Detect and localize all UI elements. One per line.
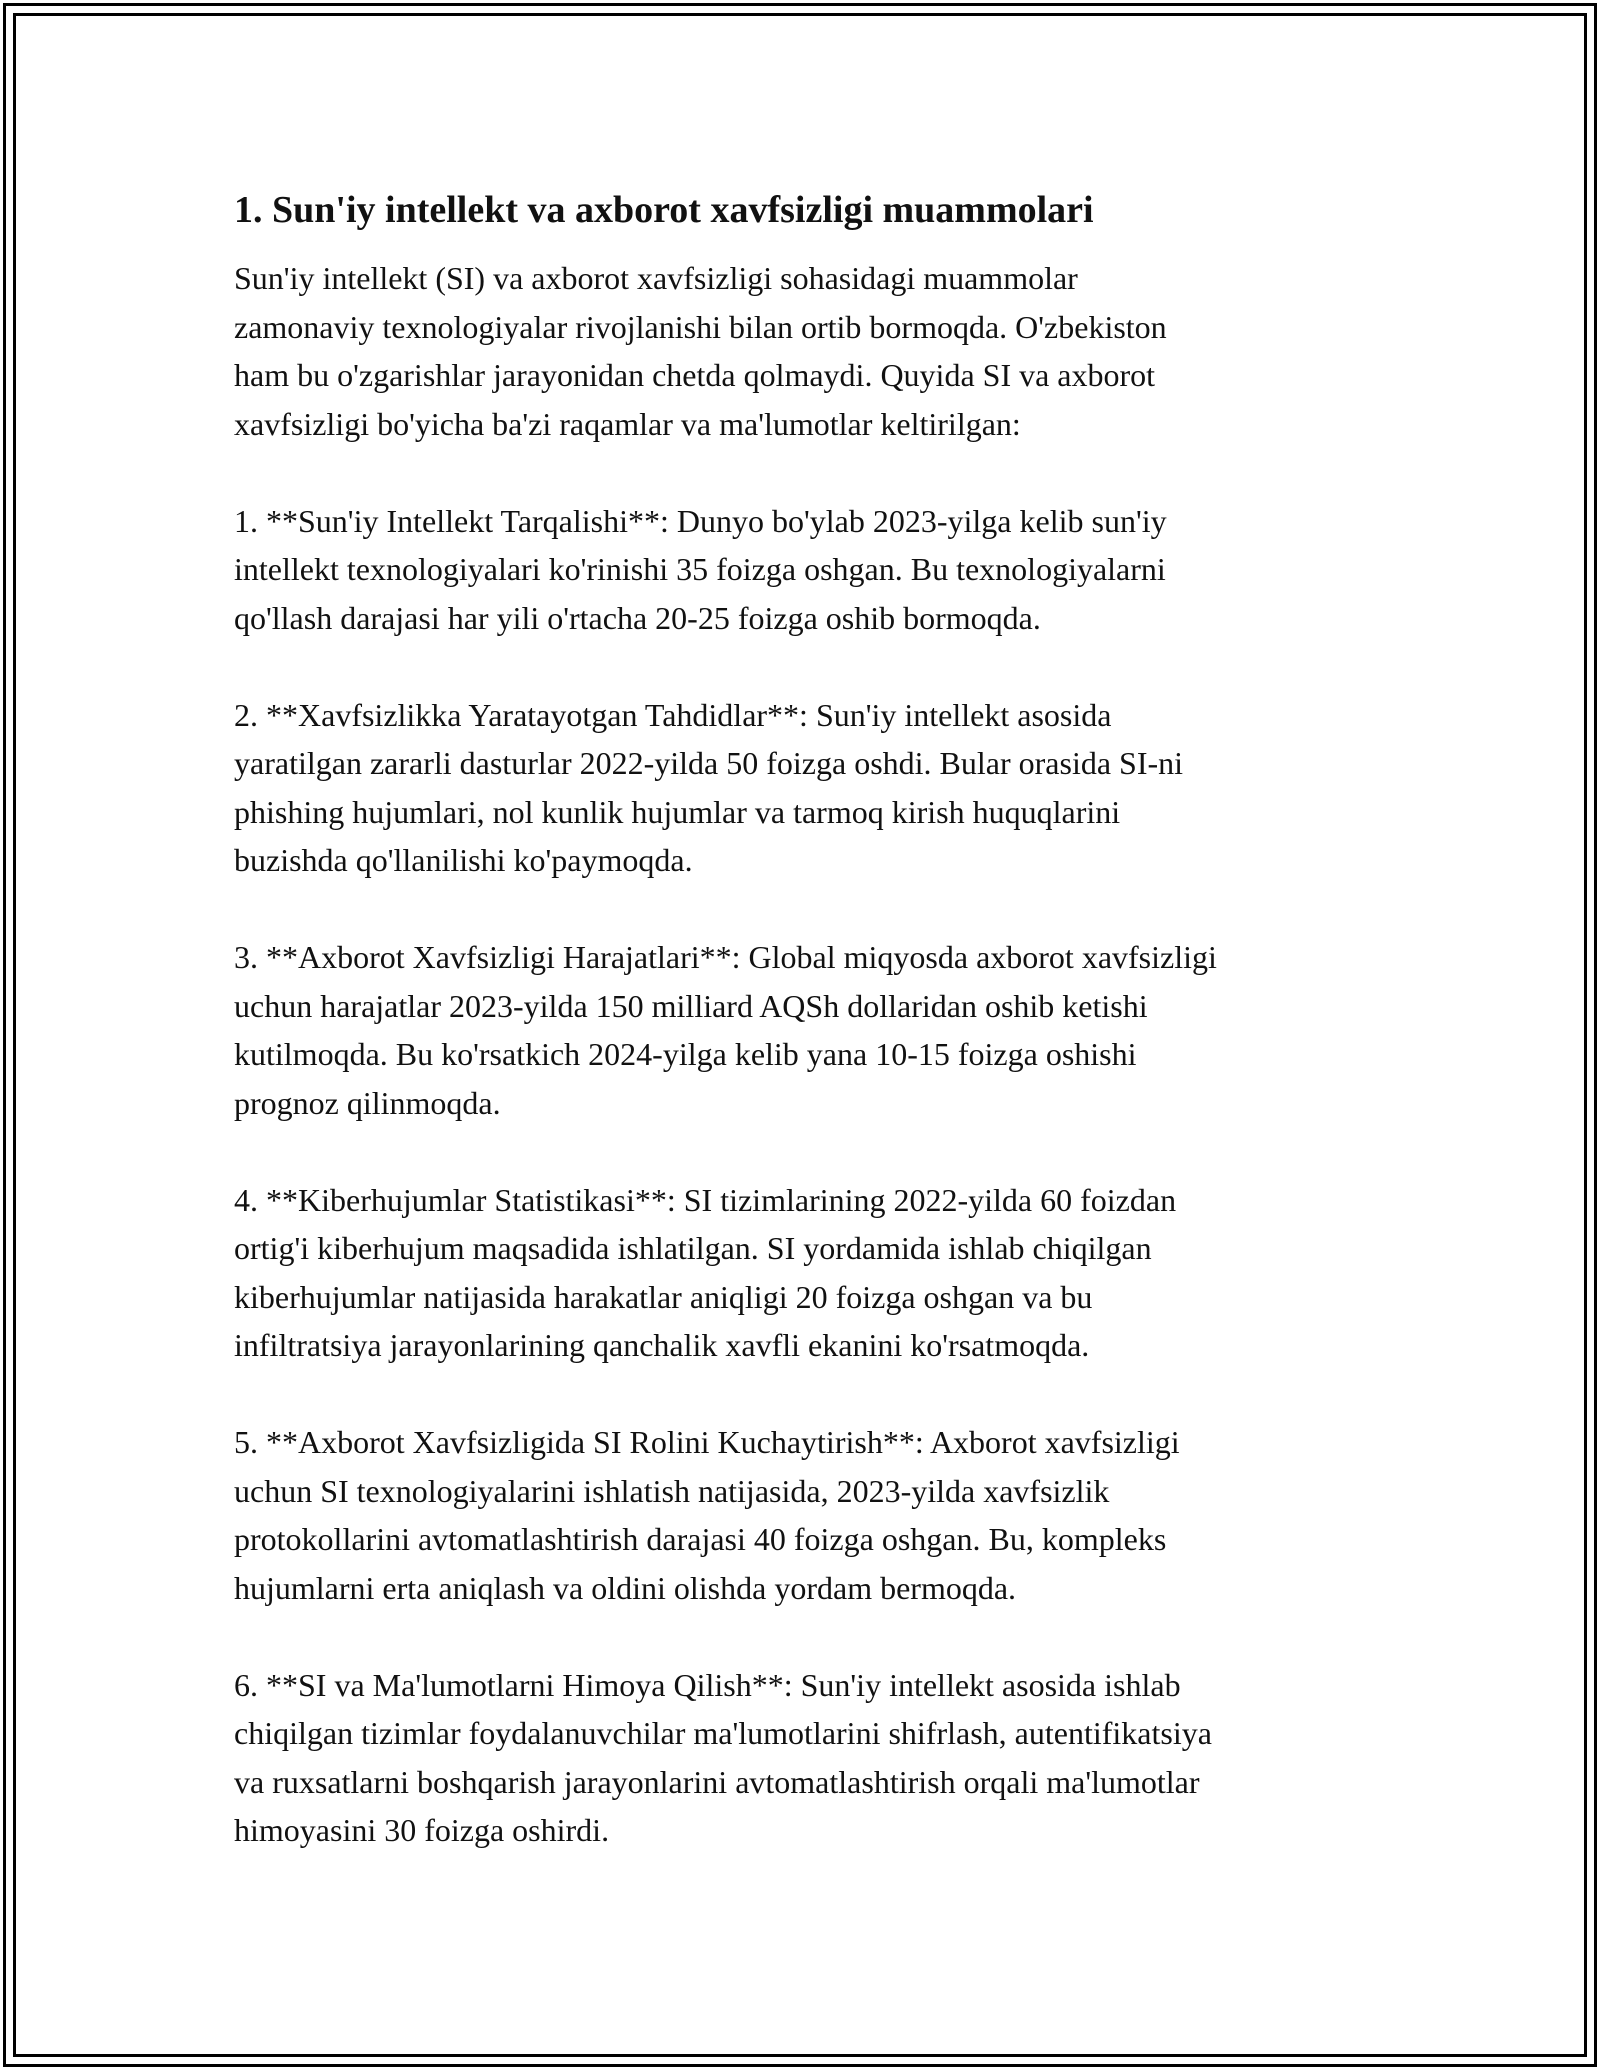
list-item-4: 4. **Kiberhujumlar Statistikasi**: SI tizimlarining 2022-yilda 60 foizdan ortig'i kiberhujum maqsadida ishlatilgan. SI yordamida ishlab chiqilgan kiberhujumlar natijasida harakatlar aniqligi 20 foizga oshgan va bu infiltratsiya jarayonlarining qanchalik xavfli ekanini ko'rsatmoqda. — [234, 1181, 1177, 1363]
list-item-5: 5. **Axborot Xavfsizligida SI Rolini Kuchaytirish**: Axborot xavfsizligi uchun SI texnologiyalarini ishlatish natijasida, 2023-yilda xavfsizlik protokollarini avtomatlashtirish darajasi 40 foizga oshgan. Bu, kompleks hujumlarni erta aniqlash va oldini olishda yordam bermoqda. — [234, 1424, 1180, 1606]
list-item-1: 1. **Sun'iy Intellekt Tarqalishi**: Dunyo bo'ylab 2023-yilga kelib sun'iy intellekt texnologiyalari ko'rinishi 35 foizga oshgan. Bu texnologiyalarni qo'llash darajasi har yili o'rtacha 20-25 foizga oshib bormoqda. — [234, 502, 1167, 636]
list-item-3: 3. **Axborot Xavfsizligi Harajatlari**: Global miqyosda axborot xavfsizligi uchun harajatlar 2023-yilda 150 milliard AQSh dollaridan oshib ketishi kutilmoqda. Bu ko'rsatkich 2024-yilga kelib yana 10-15 foizga oshishi prognoz qilinmoqda. — [234, 939, 1217, 1121]
list-item-2: 2. **Xavfsizlikka Yaratayotgan Tahdidlar**: Sun'iy intellekt asosida yaratilgan zararli dasturlar 2022-yilda 50 foizga oshdi. Bular orasida SI-ni phishing hujumlari, nol kunlik hujumlar va tarmoq kirish huquqlarini buzishda qo'llanilishi ko'paymoqda. — [234, 696, 1184, 878]
document-body — [234, 186, 1384, 1903]
list-item-6: 6. **SI va Ma'lumotlarni Himoya Qilish**: Sun'iy intellekt asosida ishlab chiqilgan tizimlar foydalanuvchilar ma'lumotlarini shifrlash, autentifikatsiya va ruxsatlarni boshqarish jarayonlarini avtomatlashtirish orqali ma'lumotlar himoyasini 30 foizga oshirdi. — [234, 1666, 1212, 1848]
document-title: 1. Sun'iy intellekt va axborot xavfsizligi muammolari — [234, 189, 1094, 231]
intro-paragraph: Sun'iy intellekt (SI) va axborot xavfsizligi sohasidagi muammolar zamonaviy texnologiyalar rivojlanishi bilan ortib bormoqda. O'zbekiston ham bu o'zgarishlar jarayonidan chetda qolmaydi. Quyida SI va axborot xavfsizligi bo'yicha ba'zi raqamlar va ma'lumotlar keltirilgan: — [234, 260, 1167, 442]
